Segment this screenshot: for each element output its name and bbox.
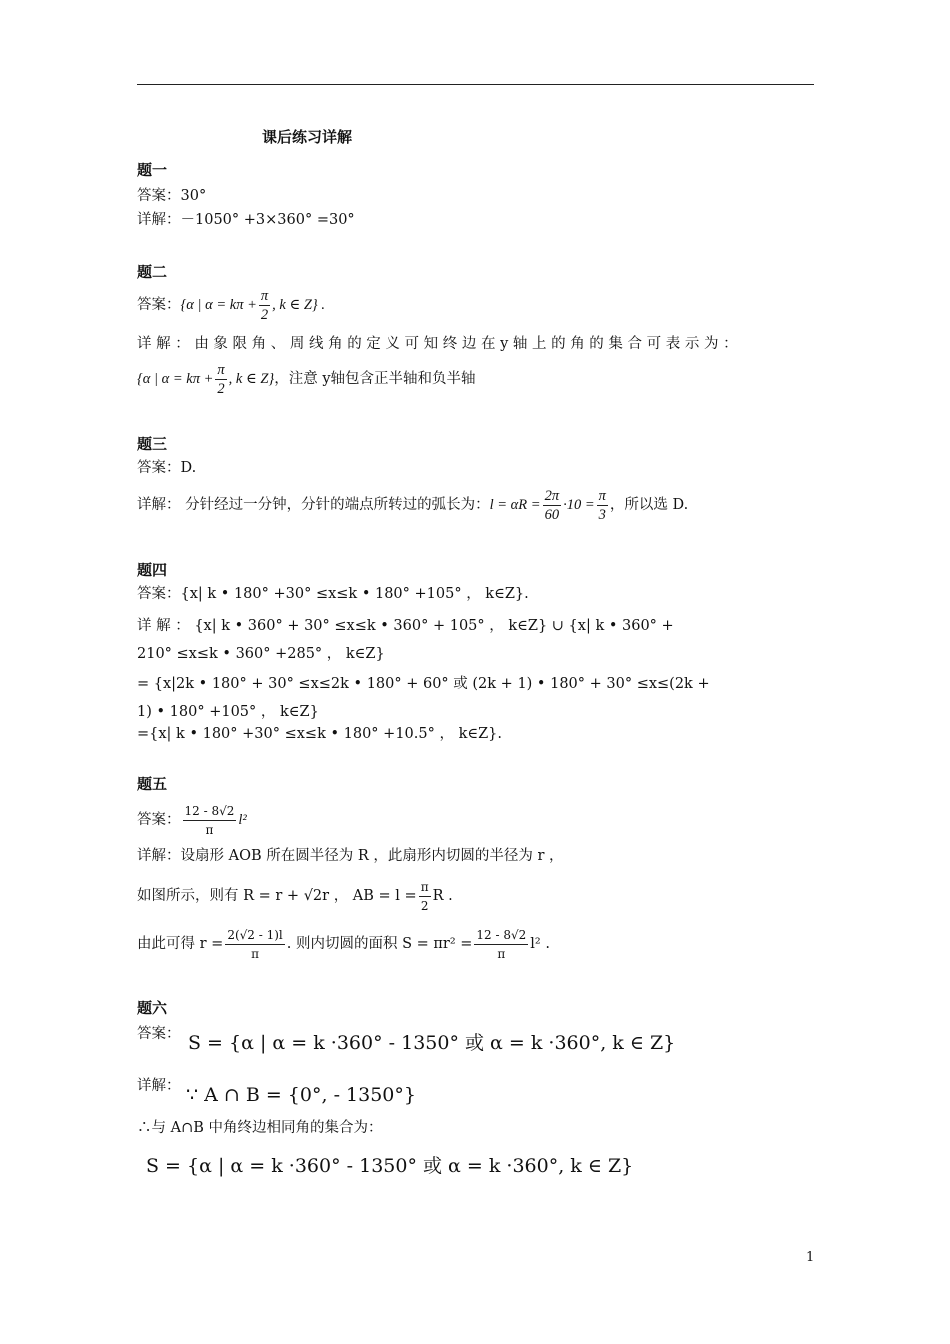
doc-title: 课后练习详解 [262,128,353,146]
q5-detail-2 [137,876,453,916]
q5-ans-tail: l² [238,812,247,828]
q1-detail: 详解：－1050° +3×360° =30° [137,212,355,228]
q5-detail-3-tail: l² . [530,936,550,952]
q5-detail-2-den: 2 [420,898,429,913]
q2-detail-line2 [137,358,476,400]
q5-detail-2-left: 如图所示，则有 R = r + √2r ， AB = l = [137,888,417,904]
q3-detail-tail: ，所以选 D. [609,497,689,513]
q1-heading: 题一 [137,161,168,179]
q4-detail-4: 1) • 180° +105° ， k∈Z} [137,704,319,720]
q3-detail-prefix: 详解： 分针经过一分钟，分针的端点所转过的弧长为： [137,497,490,513]
q2-fraction [259,287,270,324]
q3-detail [137,484,688,526]
q3-heading: 题三 [137,435,168,453]
q5-detail-3-den: π [251,946,259,961]
header-rule [137,84,814,85]
q3-answer: 答案：D. [137,460,197,476]
q2-set-right: , k ∈ Z} . [272,297,325,313]
q6-heading: 题六 [137,999,168,1017]
q2-set-left: {α | α = kπ + [180,297,257,313]
q5-detail-3-mid: . 则内切圆的面积 S = πr² = [286,936,473,952]
q5-detail-3-num: 2(√2 - 1)l [225,926,284,945]
q5-ans-den: π [205,822,214,837]
q2-answer [137,284,325,326]
q4-answer: 答案：{x| k • 180° +30° ≤x≤k • 180° +105° ， k∈Z}. [137,586,529,602]
q6-answer-prefix: 答案： [137,1026,181,1042]
q2-frac-den: 2 [260,306,269,323]
q3-frac1-num: 2π [544,487,560,504]
q5-heading: 题五 [137,775,168,793]
q2-set2-left: {α | α = kπ + [137,371,214,387]
q5-detail-3-fraction1 [225,926,284,963]
q4-detail-2: 210° ≤x≤k • 360° +285° ， k∈Z} [137,646,385,662]
q5-detail-3-fraction2 [474,926,528,963]
q2-heading: 题二 [137,263,168,281]
q2-fraction2 [215,361,226,398]
q4-heading: 题四 [137,561,168,579]
page-number: 1 [806,1250,815,1265]
q2-answer-prefix: 答案： [137,297,181,313]
q2-frac2-den: 2 [217,380,225,397]
q2-detail-line1: 详 解 ： 由 象 限 角 、 周 线 角 的 定 义 可 知 终 边 在 y 轴 上 的 角 的 集 合 可 表 示 为 ： [137,336,738,352]
q3-fraction1 [543,487,562,524]
q5-answer-prefix: 答案： [137,812,181,828]
q3-formula-left: l = αR = [489,497,541,513]
q4-detail-1: 详 解 ： {x| k • 360° + 30° ≤x≤k • 360° + 105° ， k∈Z} ∪ {x| k • 360° + [137,618,674,634]
q3-formula-mid: ·10 = [563,497,595,513]
q5-detail-3-den2: π [497,946,506,961]
q5-detail-3-num2: 12 - 8√2 [474,926,528,945]
q6-detail-formula: ∵ A ∩ B = {0°, - 1350°} [186,1084,416,1106]
q5-detail-3 [137,924,550,964]
q5-detail-2-fraction [419,878,431,915]
q5-detail-1: 详解：设扇形 AOB 所在圆半径为 R ，此扇形内切圆的半径为 r ， [137,848,564,864]
q3-frac2-num: π [598,487,606,504]
q4-detail-5: ={x| k • 180° +30° ≤x≤k • 180° +10.5° ， k∈Z}. [137,726,502,742]
q2-frac2-num: π [217,361,225,378]
q3-frac2-den: 3 [598,506,606,523]
q5-detail-3-left: 由此可得 r = [137,936,224,952]
q3-fraction2 [597,487,608,524]
q5-detail-2-num: π [419,878,431,897]
q2-detail-tail: ，注意 y轴包含正半轴和负半轴 [274,371,476,387]
q6-answer-formula: S = {α | α = k ·360° - 1350° 或 α = k ·360°, k ∈ Z} [188,1032,676,1054]
q5-ans-num: 12 - 8√2 [183,802,237,821]
q6-line3: ∴与 A∩B 中角终边相同角的集合为： [137,1120,383,1136]
q6-detail-prefix: 详解： [137,1078,181,1094]
q5-detail-2-tail: R . [432,888,453,904]
q6-final-formula: S = {α | α = k ·360° - 1350° 或 α = k ·360°, k ∈ Z} [146,1155,634,1177]
q2-set2-right: , k ∈ Z} [228,371,275,387]
q5-answer [137,800,247,840]
q1-answer: 答案：30° [137,188,207,204]
q4-detail-3: = {x|2k • 180° + 30° ≤x≤2k • 180° + 60° 或 (2k + 1) • 180° + 30° ≤x≤(2k + [137,676,710,692]
q3-frac1-den: 60 [544,506,560,523]
q2-frac-num: π [260,287,269,304]
q5-answer-fraction [183,802,237,839]
